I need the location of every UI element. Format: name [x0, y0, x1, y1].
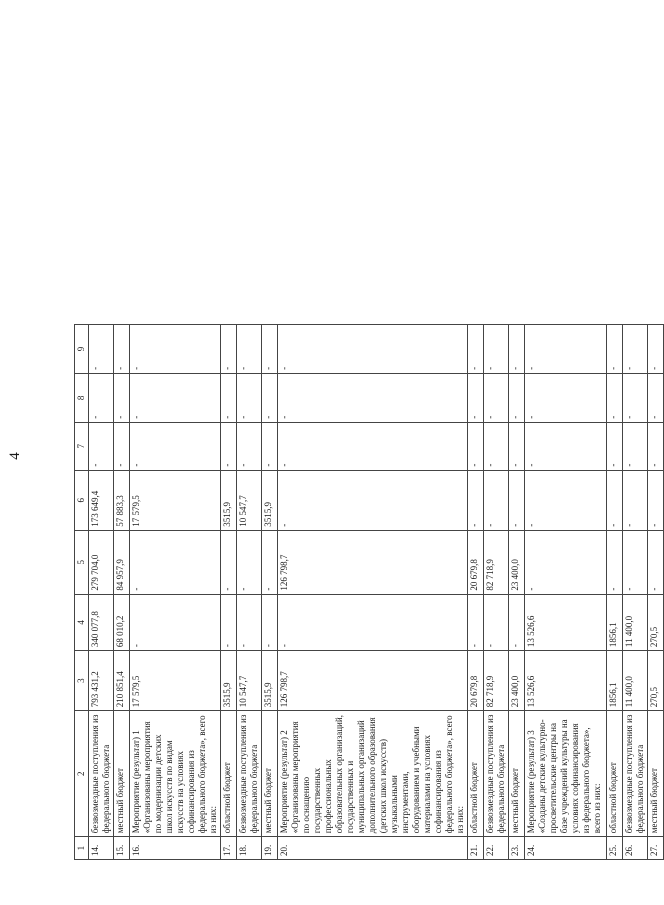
row-number: 25. — [607, 837, 623, 860]
table-row — [484, 325, 509, 860]
table-header-row — [75, 325, 89, 860]
value-col-8: - — [278, 373, 468, 422]
value-year-2: 23 400,0 — [509, 530, 525, 594]
value-col-8: - — [262, 373, 278, 422]
value-total: 3515,9 — [262, 651, 278, 711]
value-col-7: - — [89, 422, 114, 470]
value-year-2: - — [237, 530, 262, 594]
column-header-3: 3 — [75, 651, 89, 711]
value-year-3: 57 883,3 — [114, 470, 130, 530]
value-year-1: - — [468, 594, 484, 650]
table-row — [509, 325, 525, 860]
value-total: 126 798,7 — [278, 651, 468, 711]
row-name: областной бюджет — [607, 711, 623, 837]
table-row — [114, 325, 130, 860]
row-name: областной бюджет — [221, 711, 237, 837]
table-row — [221, 325, 237, 860]
value-total: 23 400,0 — [509, 651, 525, 711]
column-header-9: 9 — [75, 325, 89, 374]
table-row — [525, 325, 607, 860]
value-col-7: - — [278, 422, 468, 470]
row-number: 16. — [130, 837, 221, 860]
table-row — [607, 325, 623, 860]
value-year-3: 3515,9 — [221, 470, 237, 530]
value-col-9: - — [607, 325, 623, 374]
value-col-8: - — [130, 373, 221, 422]
value-col-8: - — [89, 373, 114, 422]
row-number: 26. — [623, 837, 648, 860]
column-header-8: 8 — [75, 373, 89, 422]
value-total: 1856,1 — [607, 651, 623, 711]
value-year-2: 20 679,8 — [468, 530, 484, 594]
value-col-9: - — [278, 325, 468, 374]
value-col-8: - — [623, 373, 648, 422]
value-col-9: - — [468, 325, 484, 374]
budget-table — [74, 324, 664, 860]
value-total: 210 851,4 — [114, 651, 130, 711]
value-year-2: 126 798,7 — [278, 530, 468, 594]
value-col-7: - — [648, 422, 664, 470]
value-col-7: - — [525, 422, 607, 470]
row-name: местный бюджет — [648, 711, 664, 837]
value-col-8: - — [607, 373, 623, 422]
value-year-2: - — [607, 530, 623, 594]
row-number: 24. — [525, 837, 607, 860]
column-header-7: 7 — [75, 422, 89, 470]
row-name: местный бюджет — [509, 711, 525, 837]
value-col-9: - — [89, 325, 114, 374]
value-col-7: - — [623, 422, 648, 470]
value-year-3: 17 579,5 — [130, 470, 221, 530]
page-number: 4 — [7, 452, 23, 460]
value-year-2: 82 718,9 — [484, 530, 509, 594]
value-year-1: 1856,1 — [607, 594, 623, 650]
column-header-2: 2 — [75, 711, 89, 837]
value-col-7: - — [509, 422, 525, 470]
value-total: 793 431,2 — [89, 651, 114, 711]
value-col-8: - — [525, 373, 607, 422]
table-row — [89, 325, 114, 860]
value-year-2: 279 704,0 — [89, 530, 114, 594]
row-name: Мероприятие (результат) 2 «Организованы мероприятия по оснащению государственных профессиональных образовательных организаций, государственных и муниципальных организаций дополнительного образования (детских школ искусств) музыкальными инструментами, оборудованием и учебными материалами на условиях софинансирования из федерального бюджета», всего из них: — [278, 711, 468, 837]
value-col-7: - — [484, 422, 509, 470]
row-name: безвозмездные поступления из федерального бюджета — [89, 711, 114, 837]
value-col-7: - — [221, 422, 237, 470]
value-total: 13 526,6 — [525, 651, 607, 711]
value-year-3: - — [607, 470, 623, 530]
column-header-1: 1 — [75, 837, 89, 860]
row-number: 18. — [237, 837, 262, 860]
value-year-3: - — [648, 470, 664, 530]
row-name: безвозмездные поступления из федерального бюджета — [237, 711, 262, 837]
row-name: Мероприятие (результат) 3 «Созданы детские культурно-просветительские центры на базе учреждений культуры на условиях софинансирования из федерального бюджета», всего из них: — [525, 711, 607, 837]
row-name: местный бюджет — [262, 711, 278, 837]
value-year-1: - — [278, 594, 468, 650]
value-year-3: - — [509, 470, 525, 530]
table-row — [278, 325, 468, 860]
value-total: 270,5 — [648, 651, 664, 711]
value-year-1: - — [509, 594, 525, 650]
budget-table-sheet — [74, 60, 659, 860]
value-col-9: - — [221, 325, 237, 374]
value-col-8: - — [237, 373, 262, 422]
table-row — [648, 325, 664, 860]
value-year-1: - — [130, 594, 221, 650]
value-year-1: 68 010,2 — [114, 594, 130, 650]
value-year-2: - — [130, 530, 221, 594]
value-total: 20 679,8 — [468, 651, 484, 711]
value-year-1: 270,5 — [648, 594, 664, 650]
value-year-3: - — [525, 470, 607, 530]
value-total: 17 579,5 — [130, 651, 221, 711]
row-number: 15. — [114, 837, 130, 860]
column-header-5: 5 — [75, 530, 89, 594]
value-year-2: - — [648, 530, 664, 594]
value-col-8: - — [114, 373, 130, 422]
value-total: 10 547,7 — [237, 651, 262, 711]
value-year-3: 10 547,7 — [237, 470, 262, 530]
row-number: 27. — [648, 837, 664, 860]
value-col-7: - — [114, 422, 130, 470]
value-col-7: - — [262, 422, 278, 470]
column-header-4: 4 — [75, 594, 89, 650]
value-year-1: 340 077,8 — [89, 594, 114, 650]
value-year-1: 13 526,6 — [525, 594, 607, 650]
value-col-7: - — [237, 422, 262, 470]
value-year-3: - — [278, 470, 468, 530]
value-col-8: - — [221, 373, 237, 422]
table-row — [262, 325, 278, 860]
value-year-1: - — [484, 594, 509, 650]
value-col-8: - — [484, 373, 509, 422]
row-number: 21. — [468, 837, 484, 860]
row-number: 17. — [221, 837, 237, 860]
value-year-2: - — [525, 530, 607, 594]
value-col-7: - — [468, 422, 484, 470]
value-col-8: - — [509, 373, 525, 422]
value-year-2: - — [623, 530, 648, 594]
value-year-3: - — [468, 470, 484, 530]
row-number: 14. — [89, 837, 114, 860]
value-year-1: - — [262, 594, 278, 650]
table-row — [130, 325, 221, 860]
table-row — [237, 325, 262, 860]
value-total: 11 400,0 — [623, 651, 648, 711]
row-name: местный бюджет — [114, 711, 130, 837]
value-year-3: 173 649,4 — [89, 470, 114, 530]
row-name: безвозмездные поступления из федерального бюджета — [623, 711, 648, 837]
row-number: 23. — [509, 837, 525, 860]
table-row — [623, 325, 648, 860]
value-col-9: - — [509, 325, 525, 374]
value-year-1: - — [221, 594, 237, 650]
value-col-9: - — [525, 325, 607, 374]
value-col-9: - — [237, 325, 262, 374]
value-col-9: - — [648, 325, 664, 374]
value-year-2: - — [221, 530, 237, 594]
table-row — [468, 325, 484, 860]
value-year-3: - — [623, 470, 648, 530]
value-col-8: - — [648, 373, 664, 422]
value-total: 3515,9 — [221, 651, 237, 711]
value-total: 82 718,9 — [484, 651, 509, 711]
row-number: 20. — [278, 837, 468, 860]
value-year-2: 84 957,9 — [114, 530, 130, 594]
value-col-9: - — [262, 325, 278, 374]
column-header-6: 6 — [75, 470, 89, 530]
row-name: Мероприятие (результат) 1 «Организованы мероприятия по модернизации детских школ искусств по видам искусств на условиях софинансирования из федерального бюджета», всего из них: — [130, 711, 221, 837]
value-col-9: - — [484, 325, 509, 374]
value-year-3: - — [484, 470, 509, 530]
row-number: 19. — [262, 837, 278, 860]
value-col-9: - — [114, 325, 130, 374]
value-col-8: - — [468, 373, 484, 422]
value-year-3: 3515,9 — [262, 470, 278, 530]
value-year-1: - — [237, 594, 262, 650]
value-col-7: - — [607, 422, 623, 470]
row-number: 22. — [484, 837, 509, 860]
row-name: безвозмездные поступления из федерального бюджета — [484, 711, 509, 837]
value-year-1: 11 400,0 — [623, 594, 648, 650]
value-col-9: - — [130, 325, 221, 374]
value-col-7: - — [130, 422, 221, 470]
value-year-2: - — [262, 530, 278, 594]
row-name: областной бюджет — [468, 711, 484, 837]
value-col-9: - — [623, 325, 648, 374]
